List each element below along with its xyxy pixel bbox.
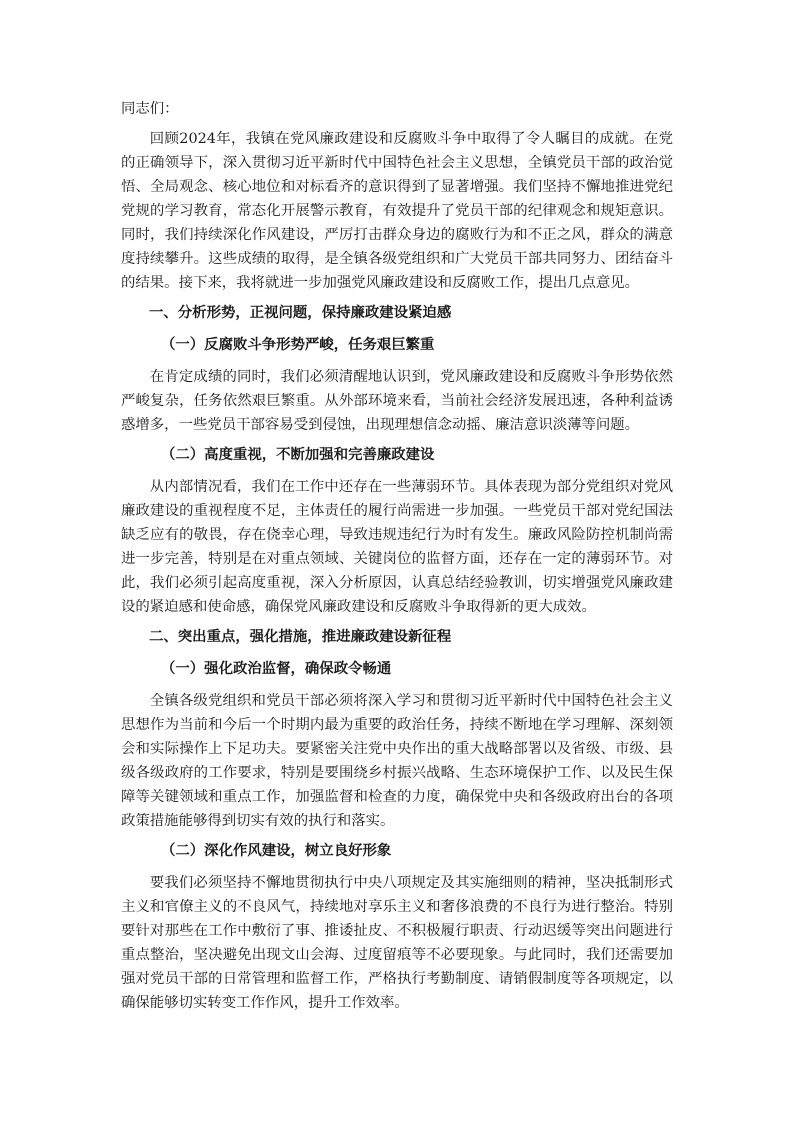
subsection-heading-1-2: （二）高度重视，不断加强和完善廉政建设	[161, 447, 435, 463]
subsection-heading-1-1: （一）反腐败斗争形势严峻，任务艰巨繁重	[161, 337, 435, 353]
paragraph-political-supervision: 全镇各级党组织和党员干部必须将深入学习和贯彻习近平新时代中国特色社会主义思想作为当前和今后一个时期内最为重要的政治任务，持续不断地在学习理解、深刻领会和实际操作上下足功夫。要紧密关注党中央作出的重大战略部署以及省级、市级、县级各级政府的工作要求，特别是要围绕乡村振兴战略、生态环境保护工作、以及民生保障等关键领域和重点工作，加强监督和检查的力度，确保党中央和各级政府出台的各项政策措施能够得到切实有效的执行和落实。	[121, 693, 673, 829]
paragraph-situation: 在肯定成绩的同时，我们必须清醒地认识到，党风廉政建设和反腐败斗争形势依然严峻复杂，任务依然艰巨繁重。从外部环境来看，当前社会经济发展迅速，各种利益诱惑增多，一些党员干部容易受到侵蚀，出现理想信念动摇、廉洁意识淡薄等问题。	[121, 369, 673, 433]
paragraph-internal-issues: 从内部情况看，我们在工作中还存在一些薄弱环节。具体表现为部分党组织对党风廉政建设的重视程度不足，主体责任的履行尚需进一步加强。一些党员干部对党纪国法缺乏应有的敬畏，存在侥幸心理，导致违规违纪行为时有发生。廉政风险防控机制尚需进一步完善，特别是在对重点领域、关键岗位的监督方面，还存在一定的薄弱环节。对此，我们必须引起高度重视，深入分析原因，认真总结经验教训，切实增强党风廉政建设的紧迫感和使命感，确保党风廉政建设和反腐败斗争取得新的更大成效。	[121, 479, 673, 615]
subsection-heading-2-1: （一）强化政治监督，确保政令畅通	[161, 661, 392, 677]
document-page	[121, 96, 673, 1021]
salutation: 同志们：	[121, 101, 179, 117]
intro-paragraph: 回顾2024年，我镇在党风廉政建设和反腐败斗争中取得了令人瞩目的成就。在党的正确领导下，深入贯彻习近平新时代中国特色社会主义思想，全镇党员干部的政治觉悟、全局观念、核心地位和对标看齐的意识得到了显著增强。我们坚持不懈地推进党纪党规的学习教育，常态化开展警示教育，有效提升了党员干部的纪律观念和规矩意识。同时，我们持续深化作风建设，严厉打击群众身边的腐败行为和不正之风，群众的满意度持续攀升。这些成绩的取得，是全镇各级党组织和广大党员干部共同努力、团结奋斗的结果。接下来，我将就进一步加强党风廉政建设和反腐败工作，提出几点意见。	[121, 131, 673, 291]
subsection-heading-2-2: （二）深化作风建设，树立良好形象	[161, 843, 392, 859]
paragraph-work-style: 要我们必须坚持不懈地贯彻执行中央八项规定及其实施细则的精神，坚决抵制形式主义和官僚主义的不良风气，持续地对享乐主义和奢侈浪费的不良行为进行整治。特别要针对那些在工作中敷衍了事、推诿扯皮、不积极履行职责、行动迟缓等突出问题进行重点整治，坚决避免出现文山会海、过度留痕等不必要现象。与此同时，我们还需要加强对党员干部的日常管理和监督工作，严格执行考勤制度、请销假制度等各项规定，以确保能够切实转变工作作风，提升工作效率。	[121, 875, 673, 1011]
section-heading-2: 二、突出重点，强化措施，推进廉政建设新征程	[149, 629, 452, 645]
section-heading-1: 一、分析形势，正视问题，保持廉政建设紧迫感	[149, 305, 452, 321]
